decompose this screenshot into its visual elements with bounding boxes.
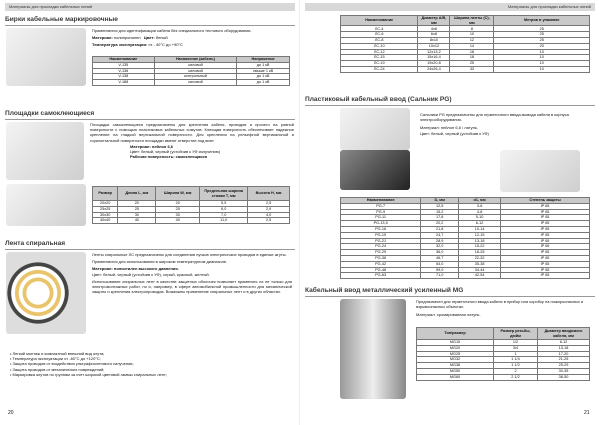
table-cell: 8 — [450, 26, 494, 32]
pg-gland-black-photo — [340, 150, 410, 190]
table-cell: IP 65 — [501, 255, 590, 261]
table-cell: 17-20 — [538, 351, 590, 357]
table-cell: 3-6 — [459, 203, 501, 209]
list-item: • Температура эксплуатации от -60°С до +120°С; — [10, 356, 101, 362]
markers-material: Материал: полипропилен Цвет: белый — [92, 35, 168, 41]
pg-gland-white-photo — [340, 108, 410, 150]
table-cell: 20 — [118, 201, 156, 207]
table-header: Тип/размер — [417, 328, 494, 340]
list-item: • Маркировка жгутов по группам за счет широкой цветовой гаммы спиральных лент; — [10, 371, 167, 377]
table-cell: 59,0 — [421, 267, 459, 273]
table-cell: 30-38 — [459, 261, 501, 267]
table-cell: 2,9 — [248, 206, 290, 212]
table-cell: 42-54 — [459, 273, 501, 279]
table-cell: PG-13,5 — [341, 221, 421, 227]
table-header: Назначение (кабель) — [154, 57, 237, 63]
table-cell: MG25 — [417, 351, 494, 357]
section-title-markers: Бирки кабельные маркировочные — [5, 16, 295, 26]
table-cell: 6-12 — [459, 221, 501, 227]
table-cell: 38-50 — [538, 374, 590, 380]
table-header: D, мм — [421, 198, 459, 204]
table-cell: силовой — [154, 68, 237, 74]
table-cell: 33 — [450, 67, 494, 73]
section-title-pads: Площадки самоклеющиеся — [5, 110, 295, 120]
table-cell: IP 65 — [501, 203, 590, 209]
table-cell: PG-16 — [341, 226, 421, 232]
markers-desc: Применяются для идентификации кабеля без специального тестового оборудования. — [92, 28, 252, 33]
table-cell: 28,9 — [421, 238, 459, 244]
table-cell: PG-11 — [341, 215, 421, 221]
table-cell: 13-18 — [538, 345, 590, 351]
table-cell: контрольный — [154, 74, 237, 80]
pg-text — [420, 112, 592, 136]
table-header: Метров в упаковке — [494, 16, 590, 26]
table-cell: 15x16,4 — [418, 55, 450, 61]
table-cell: ЛС-24 — [341, 67, 418, 73]
table-cell: IP 65 — [501, 209, 590, 215]
pads-table — [92, 186, 290, 224]
table-cell: 10 — [494, 49, 590, 55]
markers-table — [92, 56, 290, 86]
table-cell: 1 1/2 — [494, 363, 538, 369]
table-cell: 25 — [494, 26, 590, 32]
table-cell: 20,2 — [421, 221, 459, 227]
spiral-material: Материал: полиэтилен высокого давления. — [92, 266, 179, 272]
table-cell: PG-24 — [341, 244, 421, 250]
table-cell: 18 — [450, 55, 494, 61]
table-cell: 25x25 — [93, 206, 118, 212]
mg-gland-photo — [340, 299, 406, 399]
table-cell: 10 — [494, 67, 590, 73]
table-cell: 1 — [494, 351, 538, 357]
table-cell: 5-10 — [459, 215, 501, 221]
table-cell: 12,5 — [421, 203, 459, 209]
table-row — [417, 374, 590, 380]
table-cell: V-136 — [93, 68, 155, 74]
list-item: • Легкий монтаж и компактный внешний вид жгута; — [10, 351, 105, 356]
table-cell: MG50 — [417, 368, 494, 374]
table-cell: 25 — [118, 206, 156, 212]
table-cell: IP 65 — [501, 232, 590, 238]
table-cell: силовой — [154, 80, 237, 86]
table-cell: 2 1/2 — [494, 374, 538, 380]
spiral-p1: Ленты спиральные ЛС предназначены для соединения пучков электрических проводов в единые жгуты. — [92, 252, 287, 257]
spiral-p3: Использование спиральных лент в качестве защитных оболочек позволяет применять их не только для электромонтажных работ, но и, например, в сфере автомобильной промышленности для механической защиты и крепления электропроводов. Возможны применение спиральных лент и в других областях. — [92, 278, 292, 295]
spiral-color: Цвет: белый, черный (устойчив к УФ), серый, красный, желтый. — [92, 271, 210, 277]
table-cell: до 1 кВ — [237, 80, 290, 86]
table-cell: PG-19 — [341, 232, 421, 238]
table-cell: 32,0 — [421, 244, 459, 250]
table-cell: 21,8 — [421, 226, 459, 232]
table-cell: PG-29 — [341, 250, 421, 256]
table-cell: PG-9 — [341, 209, 421, 215]
pads-color: Цвет: белый, черный (устойчив к УФ излучению) — [130, 148, 221, 154]
table-cell: MG60 — [417, 374, 494, 380]
spiral-p2: Применяются для использования в широком температурном диапазоне. — [92, 259, 228, 265]
pads-surface: Рабочая поверхность: самоклеящаяся — [130, 154, 208, 160]
table-cell: 20 — [156, 201, 200, 207]
table-cell: IP 65 — [501, 250, 590, 256]
pg-table — [340, 197, 590, 279]
table-cell: MG32 — [417, 357, 494, 363]
table-cell: 10 — [450, 32, 494, 38]
table-row — [341, 273, 590, 279]
table-cell: MG15 — [417, 340, 494, 346]
table-cell: 30-35 — [538, 368, 590, 374]
table-row — [93, 74, 290, 80]
table-cell: IP 65 — [501, 238, 590, 244]
section-title-mg: Кабельный ввод металлический усиленный MG — [305, 287, 595, 297]
table-cell: 10x12 — [418, 43, 450, 49]
right-page — [300, 0, 600, 425]
table-cell: IP 65 — [501, 267, 590, 273]
table-cell: 12-15 — [459, 232, 501, 238]
table-cell: V-138 — [93, 74, 155, 80]
table-cell: 3/4 — [494, 345, 538, 351]
table-cell: IP 65 — [501, 261, 590, 267]
table-cell: 25 — [494, 38, 590, 44]
table-cell: MG38 — [417, 363, 494, 369]
table-cell: 1/2 — [494, 340, 538, 346]
table-header: Наименование — [93, 57, 155, 63]
adhesive-pad-photo — [6, 122, 84, 180]
table-cell: 12x13,2 — [418, 49, 450, 55]
table-cell: PG-42 — [341, 261, 421, 267]
table-header: Наименование — [341, 198, 421, 204]
table-cell: 1 1/4 — [494, 357, 538, 363]
table-cell: ЛС-10 — [341, 43, 418, 49]
list-item: • Защита проводов от механических повреждений; — [10, 366, 105, 372]
cable-tags-photo — [6, 28, 86, 86]
table-cell: 24,7 — [421, 232, 459, 238]
table-cell: 4-8 — [459, 209, 501, 215]
table-cell: силовой — [154, 62, 237, 68]
table-cell: 11,0 — [200, 218, 248, 224]
spiral-bullets — [6, 351, 296, 377]
table-cell: 17,8 — [421, 215, 459, 221]
section-title-spiral: Лента спиральная — [5, 240, 295, 250]
table-cell: IP 65 — [501, 221, 590, 227]
table-row — [93, 80, 290, 86]
table-cell: 18 — [450, 49, 494, 55]
table-cell: 13-18 — [459, 238, 501, 244]
table-row — [341, 67, 590, 73]
running-head: Материалы для прокладки кабельных линий — [5, 3, 295, 11]
markers-temp: Температура эксплуатации: от - 40°С до +90°С — [92, 42, 183, 48]
table-cell: свыше 1 кВ — [237, 68, 290, 74]
table-cell: 22-32 — [459, 255, 501, 261]
table-cell: до 1 кВ — [237, 62, 290, 68]
markers-text — [92, 28, 292, 48]
table-header: Предельная ширина стяжки T, мм — [200, 187, 248, 201]
table-cell: 12 — [450, 38, 494, 44]
table-cell: 8x10 — [418, 38, 450, 44]
page-number: 20 — [8, 410, 14, 416]
table-cell: 30 — [156, 212, 200, 218]
table-cell: PG-48 — [341, 267, 421, 273]
table-header: Степень защиты — [501, 198, 590, 204]
table-cell: PG-36 — [341, 255, 421, 261]
spiral-table — [340, 15, 590, 73]
table-header: Диаметр A/B, мм — [418, 16, 450, 26]
table-cell: 5,5 — [200, 201, 248, 207]
table-cell: PG-21 — [341, 238, 421, 244]
table-cell: 6,0 — [200, 206, 248, 212]
table-header: Высота H, мм — [248, 187, 290, 201]
pads-desc: Площадки самоклеющиеся предназначены для крепления кабеля, проводов и прочего на ровной поверхности с помощью пластиковых кабельных хомутов. Клеящая поверхность обеспечивает надежное крепление на гладкой вертикальной поверхности. Для крепления на рельефной вертикальной и горизонтальной поверхности площадки имеют отверстие под винт. — [90, 122, 294, 143]
table-header: Размер резьбы, дюйм — [494, 328, 538, 340]
pads-material: Материал: нейлон 6,6 — [130, 143, 174, 149]
table-cell: 19x20,8 — [418, 61, 450, 67]
table-cell: 40x40 — [93, 218, 118, 224]
table-cell: 18-25 — [459, 250, 501, 256]
table-cell: ЛС-15 — [341, 55, 418, 61]
table-cell: 25 — [494, 32, 590, 38]
table-cell: до 1 кВ — [237, 74, 290, 80]
table-cell: 25 — [156, 206, 200, 212]
table-cell: 4x6 — [418, 26, 450, 32]
table-cell: 40 — [118, 218, 156, 224]
table-cell: 21-25 — [538, 357, 590, 363]
spiral-text — [92, 252, 292, 294]
table-header: Длина L, мм — [118, 187, 156, 201]
table-cell: 54,0 — [421, 261, 459, 267]
table-cell: 4,0 — [248, 212, 290, 218]
table-cell: ЛС-6 — [341, 32, 418, 38]
table-header: Ширина ленты (C), мм — [450, 16, 494, 26]
table-cell: 15,2 — [421, 209, 459, 215]
pads-text — [90, 122, 294, 159]
table-cell: IP 65 — [501, 226, 590, 232]
table-cell: IP 65 — [501, 273, 590, 279]
table-cell: 6-12 — [538, 340, 590, 346]
table-cell: PG-7 — [341, 203, 421, 209]
table-cell: 20 — [494, 43, 590, 49]
table-header: d1, мм — [459, 198, 501, 204]
table-header: Размер — [93, 187, 118, 201]
table-cell: 25 — [450, 61, 494, 67]
table-cell: 6x8 — [418, 32, 450, 38]
table-cell: 15-22 — [459, 244, 501, 250]
table-cell: ЛС-12 — [341, 49, 418, 55]
pg-color: Цвет: белый, черный (устойчив к УФ) — [420, 130, 489, 136]
table-header: Напряжение — [237, 57, 290, 63]
mg-table — [416, 327, 590, 381]
table-cell: 10 — [494, 61, 590, 67]
table-cell: 2 — [494, 368, 538, 374]
table-cell: V-188 — [93, 80, 155, 86]
table-cell: IP 65 — [501, 244, 590, 250]
table-cell: 10-14 — [459, 226, 501, 232]
mg-desc: Предназначен для герметичного ввода кабеля в прибор или коробку на пожароопасных и взрывоопасных объектах. — [416, 299, 584, 310]
table-cell: 40 — [156, 218, 200, 224]
table-cell: 46,7 — [421, 255, 459, 261]
table-row — [93, 62, 290, 68]
table-cell: IP 65 — [501, 215, 590, 221]
table-cell: 24x26,4 — [418, 67, 450, 73]
mg-material: Материал: хромированная латунь. — [416, 312, 481, 318]
table-header: Ширина W, мм — [156, 187, 200, 201]
table-cell: ЛС-4 — [341, 26, 418, 32]
pg-desc: Сальники PG предназначены для герметичного ввода-вывода кабеля в корпуса электрооборудования. — [420, 112, 569, 123]
table-cell: V-135 — [93, 62, 155, 68]
list-item: • Защита проводов от воздействия ультрафиолетового излучения; — [10, 361, 134, 367]
table-cell: 34-44 — [459, 267, 501, 273]
table-row — [93, 218, 290, 224]
table-cell: ЛС-8 — [341, 38, 418, 44]
table-cell: ЛС-19 — [341, 61, 418, 67]
table-cell: 30 — [118, 212, 156, 218]
table-header: Диаметр вводимого кабеля, мм — [538, 328, 590, 340]
table-cell: 25-29 — [538, 363, 590, 369]
table-cell: PG-63 — [341, 273, 421, 279]
table-cell: 71,0 — [421, 273, 459, 279]
section-title-pg: Пластиковый кабельный ввод (Сальник PG) — [305, 96, 595, 106]
table-cell: 30x30 — [93, 212, 118, 218]
mg-text — [416, 299, 592, 318]
table-cell: 2,5 — [248, 201, 290, 207]
page-number: 21 — [584, 410, 590, 416]
pad-drawing — [6, 184, 86, 226]
table-row — [93, 68, 290, 74]
table-cell: 10 — [494, 55, 590, 61]
table-cell: 2,5 — [248, 218, 290, 224]
spiral-wrap-photo — [6, 252, 86, 334]
table-cell: 20x20 — [93, 201, 118, 207]
table-cell: 36,0 — [421, 250, 459, 256]
pg-material: Материал: нейлон 6,6 / латунь. — [420, 125, 479, 131]
table-cell: MG20 — [417, 345, 494, 351]
table-header: Наименование — [341, 16, 418, 26]
table-cell: 7,0 — [200, 212, 248, 218]
running-head: Материалы для прокладки кабельных линий — [305, 3, 595, 11]
table-cell: 14 — [450, 43, 494, 49]
pg-gland-drawing — [500, 150, 580, 192]
